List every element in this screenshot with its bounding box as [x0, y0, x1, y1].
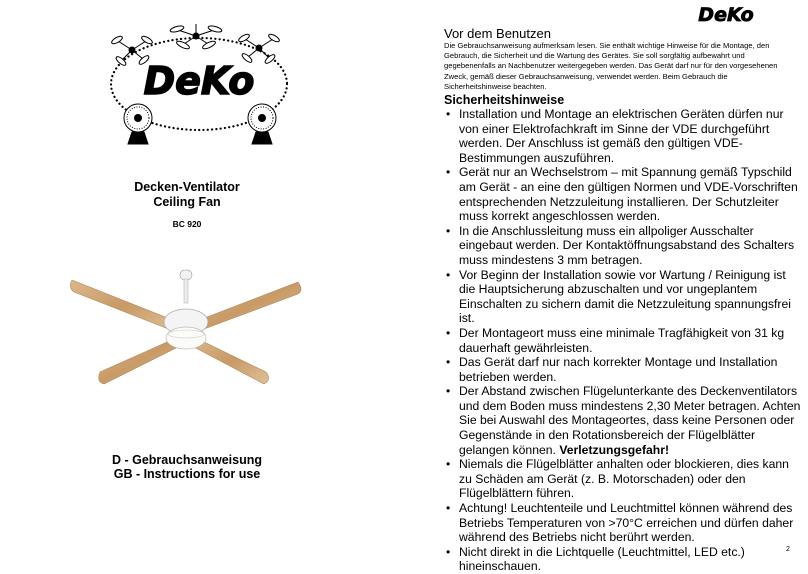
- list-item-text: Der Abstand zwischen Flügelunterkante des Deckenventilators und dem Boden muss mindestens 2,30 Meter betragen. Achten Sie bei Auswahl des Montageortes, dass keine Personen oder Gegenstände in den Rotationsbereich der Flügelblätter gelangen können.: [459, 384, 801, 457]
- safety-heading: Sicherheitshinweise: [444, 93, 565, 107]
- language-de: D - Gebrauchsanweisung: [111, 453, 263, 467]
- language-en: GB - Instructions for use: [113, 467, 261, 481]
- instructions-page: [444, 0, 808, 574]
- model-number: BC 920: [172, 219, 202, 229]
- list-item: • Nicht direkt in die Lichtquelle (Leuchtmittel, LED etc.) hineinschauen.: [444, 545, 804, 574]
- cover-page: [0, 0, 400, 560]
- ceiling-fan-image: [66, 262, 306, 402]
- safety-list: [444, 107, 804, 574]
- list-item: • Niemals die Flügelblätter anhalten oder blockieren, dies kann zu Schäden am Gerät (z. B. Motorschaden) oder den Flügelblättern führen.: [444, 457, 804, 501]
- list-item: • Das Gerät darf nur nach korrekter Montage und Installation betrieben werden.: [444, 355, 804, 384]
- list-item: • Der Montageort muss eine minimale Tragfähigkeit von 31 kg dauerhaft gewährleisten.: [444, 326, 804, 355]
- list-item: • Gerät nur an Wechselstrom – mit Spannung gemäß Typschild am Gerät - an eine den gültigen Normen und VDE-Vorschriften entsprechenden Netzzuleitung installieren. Der Schutzleiter muss korrekt angeschlossen werden.: [444, 165, 804, 223]
- warning-text: Verletzungsgefahr!: [559, 442, 670, 457]
- product-title-en: Ceiling Fan: [153, 195, 221, 209]
- desk-fan-icon: [124, 104, 276, 144]
- svg-text:DeKo: DeKo: [143, 59, 255, 103]
- list-item: • Installation und Montage an elektrischen Geräten dürfen nur von einer Elektrofachkraft im Sinne der VDE durchgeführt werden. Der Anschluss ist gemäß den gültigen VDE-Bestimmungen auszuführen.: [444, 107, 804, 165]
- product-title-de: Decken-Ventilator: [134, 180, 240, 194]
- list-item: [444, 384, 804, 457]
- intro-heading: Vor dem Benutzen: [444, 26, 551, 41]
- deko-fan-logo: [104, 18, 294, 148]
- intro-paragraph: Die Gebrauchsanweisung aufmerksam lesen. Sie enthält wichtige Hinweise für die Montage, den Gebrauch, die Sicherheit und die Wartung des Gerätes. Sie soll sorgfältig aufbewahrt und gegebenenfalls an Nachbenutzer weitergegeben werden. Das Gerät darf nur für den vorgesehenen Zweck, gemäß dieser Gebrauchsanweisung, verwendet werden. Beim Gebrauch die Sicherheitshinweise beachten.: [444, 41, 778, 91]
- list-item: • Vor Beginn der Installation sowie vor Wartung / Reinigung ist die Hauptsicherung abzuschalten und vor ungeplantem Einschalten zu sichern damit die Netzzuleitung spannungsfrei ist.: [444, 268, 804, 326]
- page-number: 2: [786, 546, 790, 553]
- list-item: • In die Anschlussleitung muss ein allpoliger Ausschalter eingebaut werden. Der Kontaktöffnungsabstand des Schalters muss mindestens 3 mm betragen.: [444, 224, 804, 268]
- svg-text:DeKo: DeKo: [698, 4, 754, 26]
- list-item: • Achtung! Leuchtenteile und Leuchtmittel können während des Betriebs Temperaturen von >70°C erreichen und dürfen daher während des Betriebs nicht berührt werden.: [444, 501, 804, 545]
